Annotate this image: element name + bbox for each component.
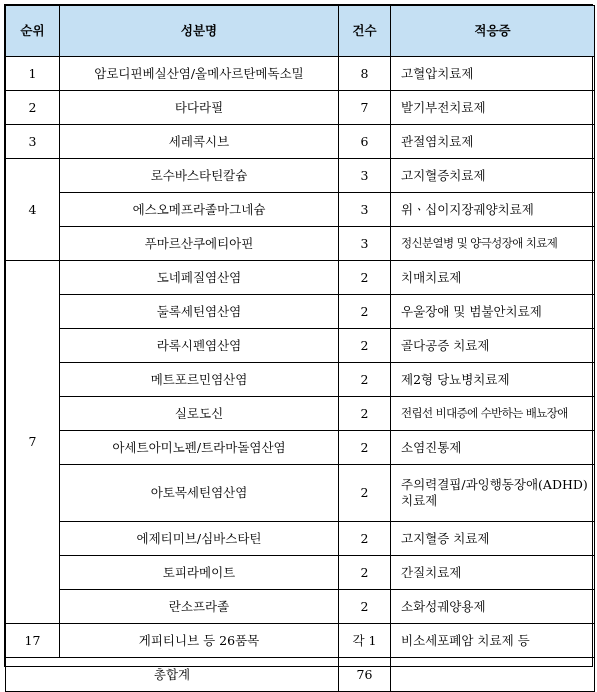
rank-cell: 2 [6,91,60,125]
total-label: 총합계 [6,658,339,692]
indication-cell: 위ㆍ십이지장궤양치료제 [391,193,595,227]
ingredient-cell: 라록시펜염산염 [60,329,339,363]
indication-cell: 전립선 비대증에 수반하는 배뇨장애 [391,397,595,431]
count-cell: 각 1 [339,624,391,658]
ingredient-cell: 토피라메이트 [60,556,339,590]
table-row [6,522,595,556]
count-cell: 2 [339,556,391,590]
total-count: 76 [339,658,391,692]
count-cell: 2 [339,431,391,465]
ingredient-cell: 실로도신 [60,397,339,431]
rank-cell: 17 [6,624,60,658]
indication-cell: 우울장애 및 범불안치료제 [391,295,595,329]
rank-cell: 3 [6,125,60,159]
count-cell: 2 [339,261,391,295]
ingredient-cell: 에제티미브/심바스타틴 [60,522,339,556]
indication-cell: 고혈압치료제 [391,57,595,91]
table-row [6,397,595,431]
table-row [6,431,595,465]
indication-cell: 정신분열병 및 양극성장애 치료제 [391,227,595,261]
indication-cell: 주의력결핍/과잉행동장애(ADHD) 치료제 [391,465,595,522]
ingredient-cell: 세레콕시브 [60,125,339,159]
table-row [6,125,595,159]
ingredient-cell: 게피티니브 등 26품목 [60,624,339,658]
ingredient-cell: 타다라필 [60,91,339,125]
drug-ranking-table [5,5,595,692]
count-cell: 3 [339,193,391,227]
indication-cell: 고지혈증 치료제 [391,522,595,556]
table-row [6,329,595,363]
indication-cell: 관절염치료제 [391,125,595,159]
ingredient-cell: 푸마르산쿠에티아핀 [60,227,339,261]
header-indication: 적응증 [391,6,595,57]
total-empty-cell [391,658,595,692]
ingredient-cell: 아세트아미노펜/트라마돌염산염 [60,431,339,465]
count-cell: 2 [339,522,391,556]
rank-cell: 4 [6,159,60,261]
table-row [6,295,595,329]
table-row [6,624,595,658]
ingredient-cell: 로수바스타틴칼슘 [60,159,339,193]
count-cell: 6 [339,125,391,159]
ingredient-cell: 아토목세틴염산염 [60,465,339,522]
table-row [6,363,595,397]
ingredient-cell: 란소프라졸 [60,590,339,624]
count-cell: 3 [339,227,391,261]
count-cell: 7 [339,91,391,125]
count-cell: 2 [339,590,391,624]
indication-cell: 고지혈증치료제 [391,159,595,193]
indication-cell: 비소세포폐암 치료제 등 [391,624,595,658]
total-row [6,658,595,692]
indication-cell: 제2형 당뇨병치료제 [391,363,595,397]
table-row [6,91,595,125]
indication-cell: 소염진통제 [391,431,595,465]
table-row [6,57,595,91]
table-header-row [6,6,595,57]
ingredient-cell: 메트포르민염산염 [60,363,339,397]
table-row [6,261,595,295]
indication-cell: 치매치료제 [391,261,595,295]
ingredient-cell: 도네페질염산염 [60,261,339,295]
indication-cell: 골다공증 치료제 [391,329,595,363]
table-row [6,227,595,261]
ingredient-cell: 둘록세틴염산염 [60,295,339,329]
header-ingredient: 성분명 [60,6,339,57]
count-cell: 3 [339,159,391,193]
rank-cell: 7 [6,261,60,624]
ingredient-cell: 암로디핀베실산염/올메사르탄메독소밀 [60,57,339,91]
table-row [6,556,595,590]
header-rank: 순위 [6,6,60,57]
indication-cell: 소화성궤양용제 [391,590,595,624]
count-cell: 2 [339,397,391,431]
table-row [6,193,595,227]
indication-cell: 간질치료제 [391,556,595,590]
drug-table-container [4,4,593,682]
indication-cell: 발기부전치료제 [391,91,595,125]
count-cell: 2 [339,329,391,363]
count-cell: 8 [339,57,391,91]
count-cell: 2 [339,363,391,397]
table-row [6,590,595,624]
table-row [6,159,595,193]
rank-cell: 1 [6,57,60,91]
count-cell: 2 [339,295,391,329]
ingredient-cell: 에스오메프라졸마그네슘 [60,193,339,227]
count-cell: 2 [339,465,391,522]
table-row [6,465,595,522]
header-count: 건수 [339,6,391,57]
